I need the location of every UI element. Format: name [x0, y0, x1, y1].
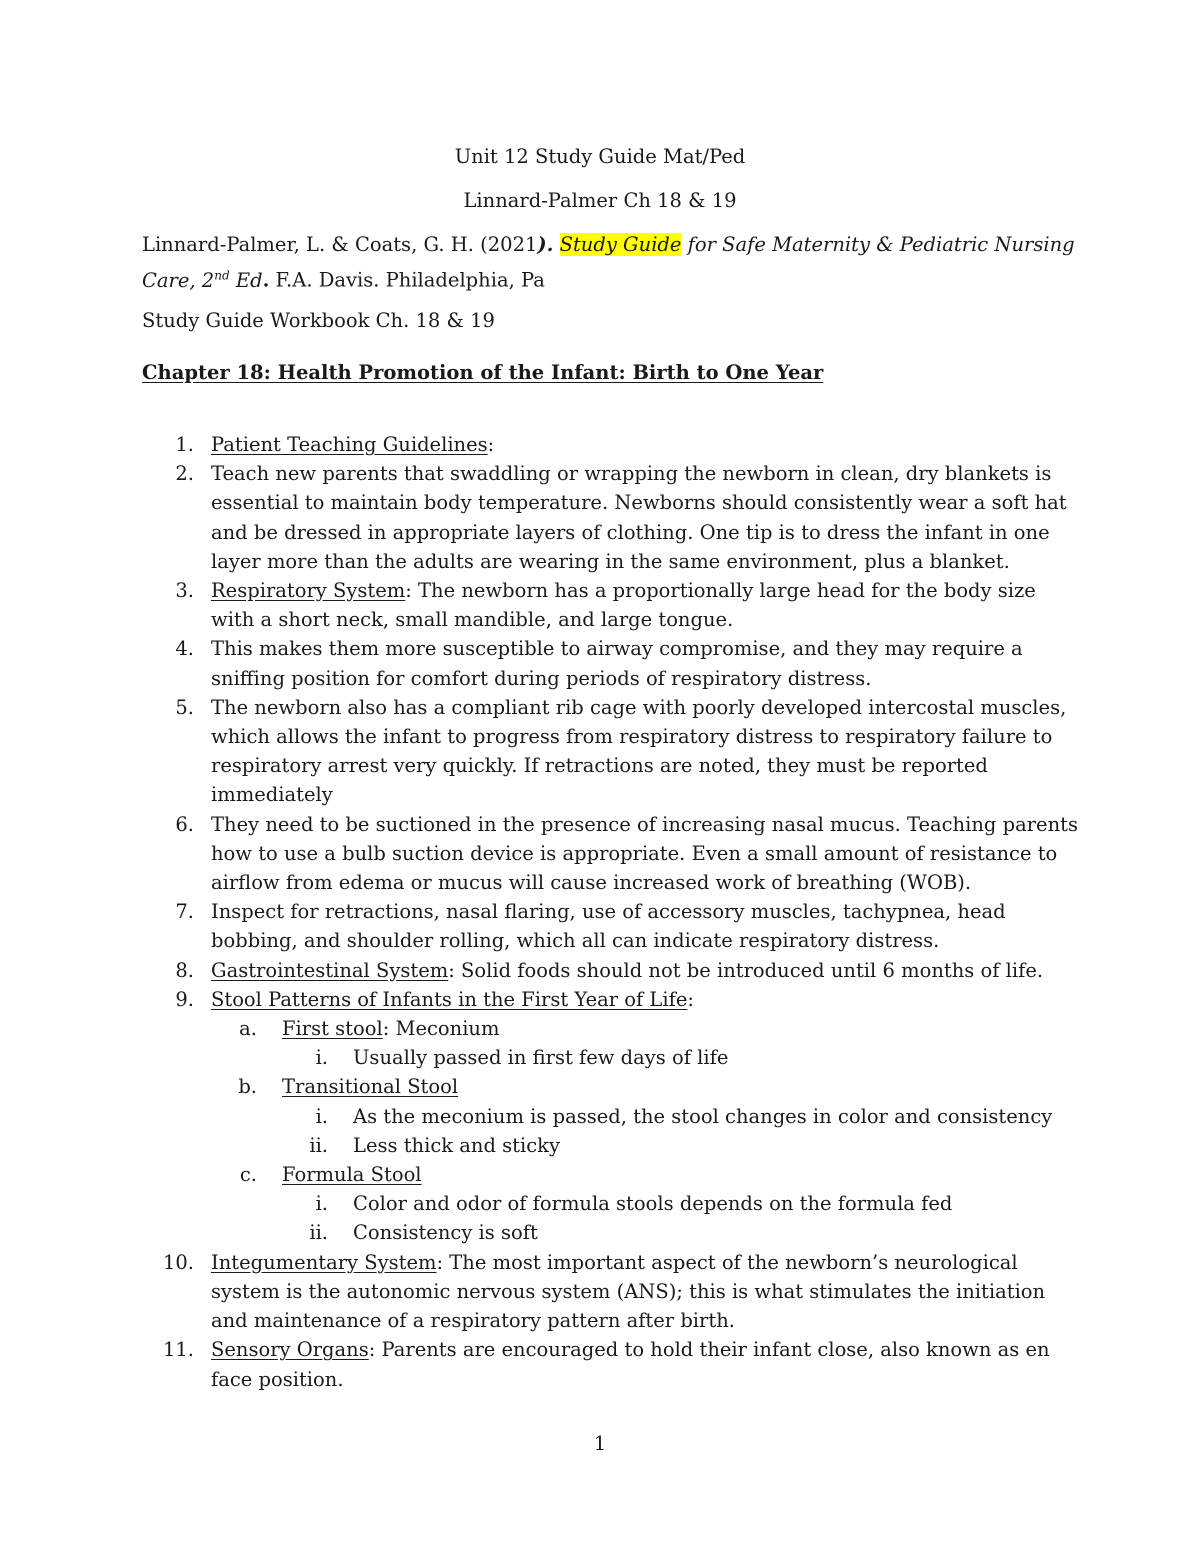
list-item-text: :	[687, 987, 694, 1011]
list-item	[142, 897, 1082, 955]
sublist-letter: c.	[239, 1163, 257, 1187]
sublist-item	[211, 1160, 1082, 1248]
list-item	[142, 956, 1082, 985]
list-item-label: Gastrointestinal System	[211, 958, 449, 982]
list-item	[142, 1248, 1082, 1336]
list-item-text: Teach new parents that swaddling or wrapping the newborn in clean, dry blankets is essential to maintain body temperature. Newborns should consistently wear a soft hat and be dressed in appropriate layers of clothing. One tip is to dress the infant in one layer more than the adults are wearing in the same environment, plus a blanket.	[211, 462, 1067, 573]
roman-text: Color and odor of formula stools depends on the formula fed	[353, 1192, 953, 1216]
roman-sublist	[282, 1102, 1082, 1160]
list-item-text: This makes them more susceptible to airway compromise, and they may require a sniffing position for comfort during periods of respiratory distress.	[211, 637, 1023, 690]
citation-book-highlight: Study Guide	[559, 233, 682, 256]
roman-numeral: i.	[315, 1046, 328, 1070]
roman-item	[282, 1043, 1082, 1072]
list-item-text: The newborn also has a compliant rib cage with poorly developed intercostal muscles, which allows the infant to progress from respiratory distress to respiratory failure to respiratory arrest very quickly. If retractions are noted, they must be reported immediately	[211, 695, 1067, 807]
list-item-number: 8.	[175, 958, 194, 982]
list-item-label: Stool Patterns of Infants in the First Year of Life	[211, 987, 688, 1011]
list-item	[142, 430, 1082, 459]
roman-item	[282, 1189, 1082, 1218]
list-item-text: Inspect for retractions, nasal flaring, use of accessory muscles, tachypnea, head bobbing, and shoulder rolling, which all can indicate respiratory distress.	[211, 900, 1006, 953]
list-item-text: : Parents are encouraged to hold their infant close, also known as en face position.	[211, 1338, 1050, 1391]
roman-text: Less thick and sticky	[353, 1133, 560, 1157]
list-item-number: 10.	[162, 1250, 194, 1274]
citation	[142, 230, 1082, 296]
roman-text: Usually passed in first few days of life	[353, 1046, 729, 1070]
numbered-list	[142, 430, 1082, 1394]
list-item	[142, 693, 1082, 810]
citation-book-title: for Safe Maternity & Pediatric Nursing Care, 2	[142, 233, 1075, 292]
sublist-label: Transitional Stool	[282, 1075, 459, 1099]
citation-authors: Linnard-Palmer, L. & Coats, G. H. (2021	[142, 233, 538, 256]
list-item	[142, 985, 1082, 1248]
citation-paren: ).	[537, 233, 554, 256]
list-item	[142, 810, 1082, 898]
list-item	[142, 1335, 1082, 1393]
roman-item	[282, 1218, 1082, 1247]
roman-sublist	[282, 1043, 1082, 1072]
roman-item	[282, 1131, 1082, 1160]
list-item	[142, 576, 1082, 634]
list-item-text: : The newborn has a proportionally large head for the body size with a short neck, small mandible, and large tongue.	[211, 579, 1036, 632]
citation-edition: Ed	[229, 268, 263, 292]
sublist-label: First stool	[282, 1017, 383, 1041]
sublist-text: : Meconium	[382, 1017, 500, 1041]
list-item-number: 11.	[162, 1338, 194, 1362]
roman-text: As the meconium is passed, the stool changes in color and consistency	[353, 1104, 1053, 1128]
list-item-number: 6.	[175, 812, 194, 836]
page-number: 1	[593, 1432, 607, 1455]
sublist-item	[211, 1014, 1082, 1072]
list-item	[142, 459, 1082, 576]
document-subtitle: Linnard-Palmer Ch 18 & 19	[463, 189, 737, 212]
citation-edition-sup: nd	[214, 268, 230, 282]
list-item-number: 9.	[175, 987, 194, 1011]
list-item-text: :	[487, 433, 495, 456]
citation-period: .	[262, 268, 270, 292]
document-title: Unit 12 Study Guide Mat/Ped	[454, 145, 746, 168]
list-item-number: 2.	[175, 462, 194, 486]
list-item	[142, 634, 1082, 692]
list-item-number: 3.	[175, 579, 194, 603]
sublist-letter: a.	[239, 1017, 257, 1041]
list-item-number: 1.	[175, 433, 194, 456]
stool-sublist	[211, 1014, 1082, 1248]
list-item-label: Patient Teaching Guidelines	[211, 433, 488, 456]
list-item-text: : Solid foods should not be introduced until 6 months of life.	[448, 958, 1044, 982]
workbook-line: Study Guide Workbook Ch. 18 & 19	[142, 309, 495, 332]
sublist-label: Formula Stool	[282, 1163, 422, 1187]
list-item-label: Integumentary System	[211, 1250, 437, 1274]
list-item-text: : The most important aspect of the newborn’s neurological system is the autonomic nervous system (ANS); this is what stimulates the initiation and maintenance of a respiratory pattern after birth.	[211, 1250, 1046, 1333]
list-item-text: They need to be suctioned in the presence of increasing nasal mucus. Teaching parents how to use a bulb suction device is appropriate. Even a small amount of resistance to airflow from edema or mucus will cause increased work of breathing (WOB).	[211, 812, 1078, 895]
list-item-label: Sensory Organs	[211, 1338, 369, 1362]
roman-numeral: i.	[315, 1104, 328, 1128]
roman-sublist	[282, 1189, 1082, 1247]
roman-text: Consistency is soft	[353, 1221, 538, 1245]
list-item-number: 4.	[175, 637, 194, 661]
sublist-letter: b.	[238, 1075, 257, 1099]
list-item-number: 5.	[175, 695, 194, 719]
roman-numeral: i.	[315, 1192, 328, 1216]
roman-numeral: ii.	[309, 1221, 328, 1245]
sublist-item	[211, 1072, 1082, 1160]
roman-numeral: ii.	[309, 1133, 328, 1157]
chapter-heading: Chapter 18: Health Promotion of the Infant: Birth to One Year	[142, 361, 824, 384]
list-item-number: 7.	[175, 900, 194, 924]
citation-publisher: F.A. Davis. Philadelphia, Pa	[269, 268, 545, 292]
list-item-label: Respiratory System	[211, 579, 406, 603]
roman-item	[282, 1102, 1082, 1131]
